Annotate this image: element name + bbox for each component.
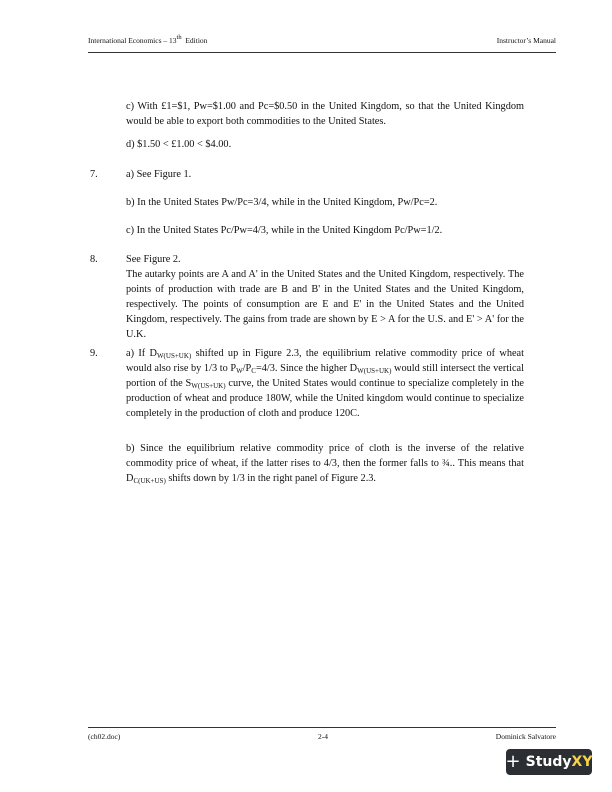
footer-filename: (ch02.doc) — [88, 732, 121, 741]
footer-divider — [88, 727, 556, 728]
item8-body: The autarky points are A and A' in the United States and the United Kingdom, respectively. The points of production with trade are B and B' in the United States and the United Kingdom, respectively. The points of consumption are E and E' in the United States and the United Kingdom, respectively. The gains from trade are shown by E > A for the U.S. and E' > A' for the U.K. — [126, 269, 524, 340]
badge-label: StudyXY — [525, 754, 593, 770]
item6c-text: c) With £1=$1, Pw=$1.00 and Pc=$0.50 in the United Kingdom, so that the United Kingdom would be able to export both commodities to the United States. — [126, 101, 524, 127]
item7a-text: a) See Figure 1. — [126, 169, 192, 180]
item8-text — [126, 252, 524, 342]
plus-icon: + — [505, 751, 521, 772]
header-manual: Instructor’s Manual — [496, 36, 556, 45]
item9-number: 9. — [90, 348, 98, 359]
item9a-text: a) If $D_{W(US+UK)}$ shifted up in Figure 2.3, the equilibrium relative commodity price of wheat would also rise by 1/3 to $P_W/P_C=4/3$. Since the higher $D_{W(US+UK)}$ would still intersect the vertical portion of the $S_{W(US+UK)}$ curve, the United States would continue to specialize completely in the production of wheat and produce 180W, while the United kingdom would continue to specialize completely in the production of cloth and produce 120C. — [126, 348, 524, 419]
item7b-text: b) In the United States Pw/Pc=3/4, while in the United Kingdom, Pw/Pc=2. — [126, 197, 438, 208]
footer-author: Dominick Salvatore — [495, 732, 556, 741]
item7c-text: c) In the United States Pc/Pw=4/3, while in the United Kingdom Pc/Pw=1/2. — [126, 225, 443, 236]
item7-number: 7. — [90, 169, 98, 180]
item9b-text: b) Since the equilibrium relative commodity price of cloth is the inverse of the relative commodity price of wheat, if the latter rises to 4/3, then the former falls to ¾.. This means that $D_{C(UK+US)}$ shifts down by 1/3 in the right panel of Figure 2.3. — [126, 443, 524, 485]
studyxy-badge[interactable] — [506, 749, 592, 775]
footer-page-number: 2-4 — [318, 732, 328, 741]
header-divider — [88, 52, 556, 53]
item8-number: 8. — [90, 254, 98, 265]
header-edition: International Economics – 13th Edition — [88, 34, 208, 45]
item6d-text: d) $1.50 < £1.00 < $4.00. — [126, 139, 232, 150]
item8-line1: See Figure 2. — [126, 254, 181, 265]
